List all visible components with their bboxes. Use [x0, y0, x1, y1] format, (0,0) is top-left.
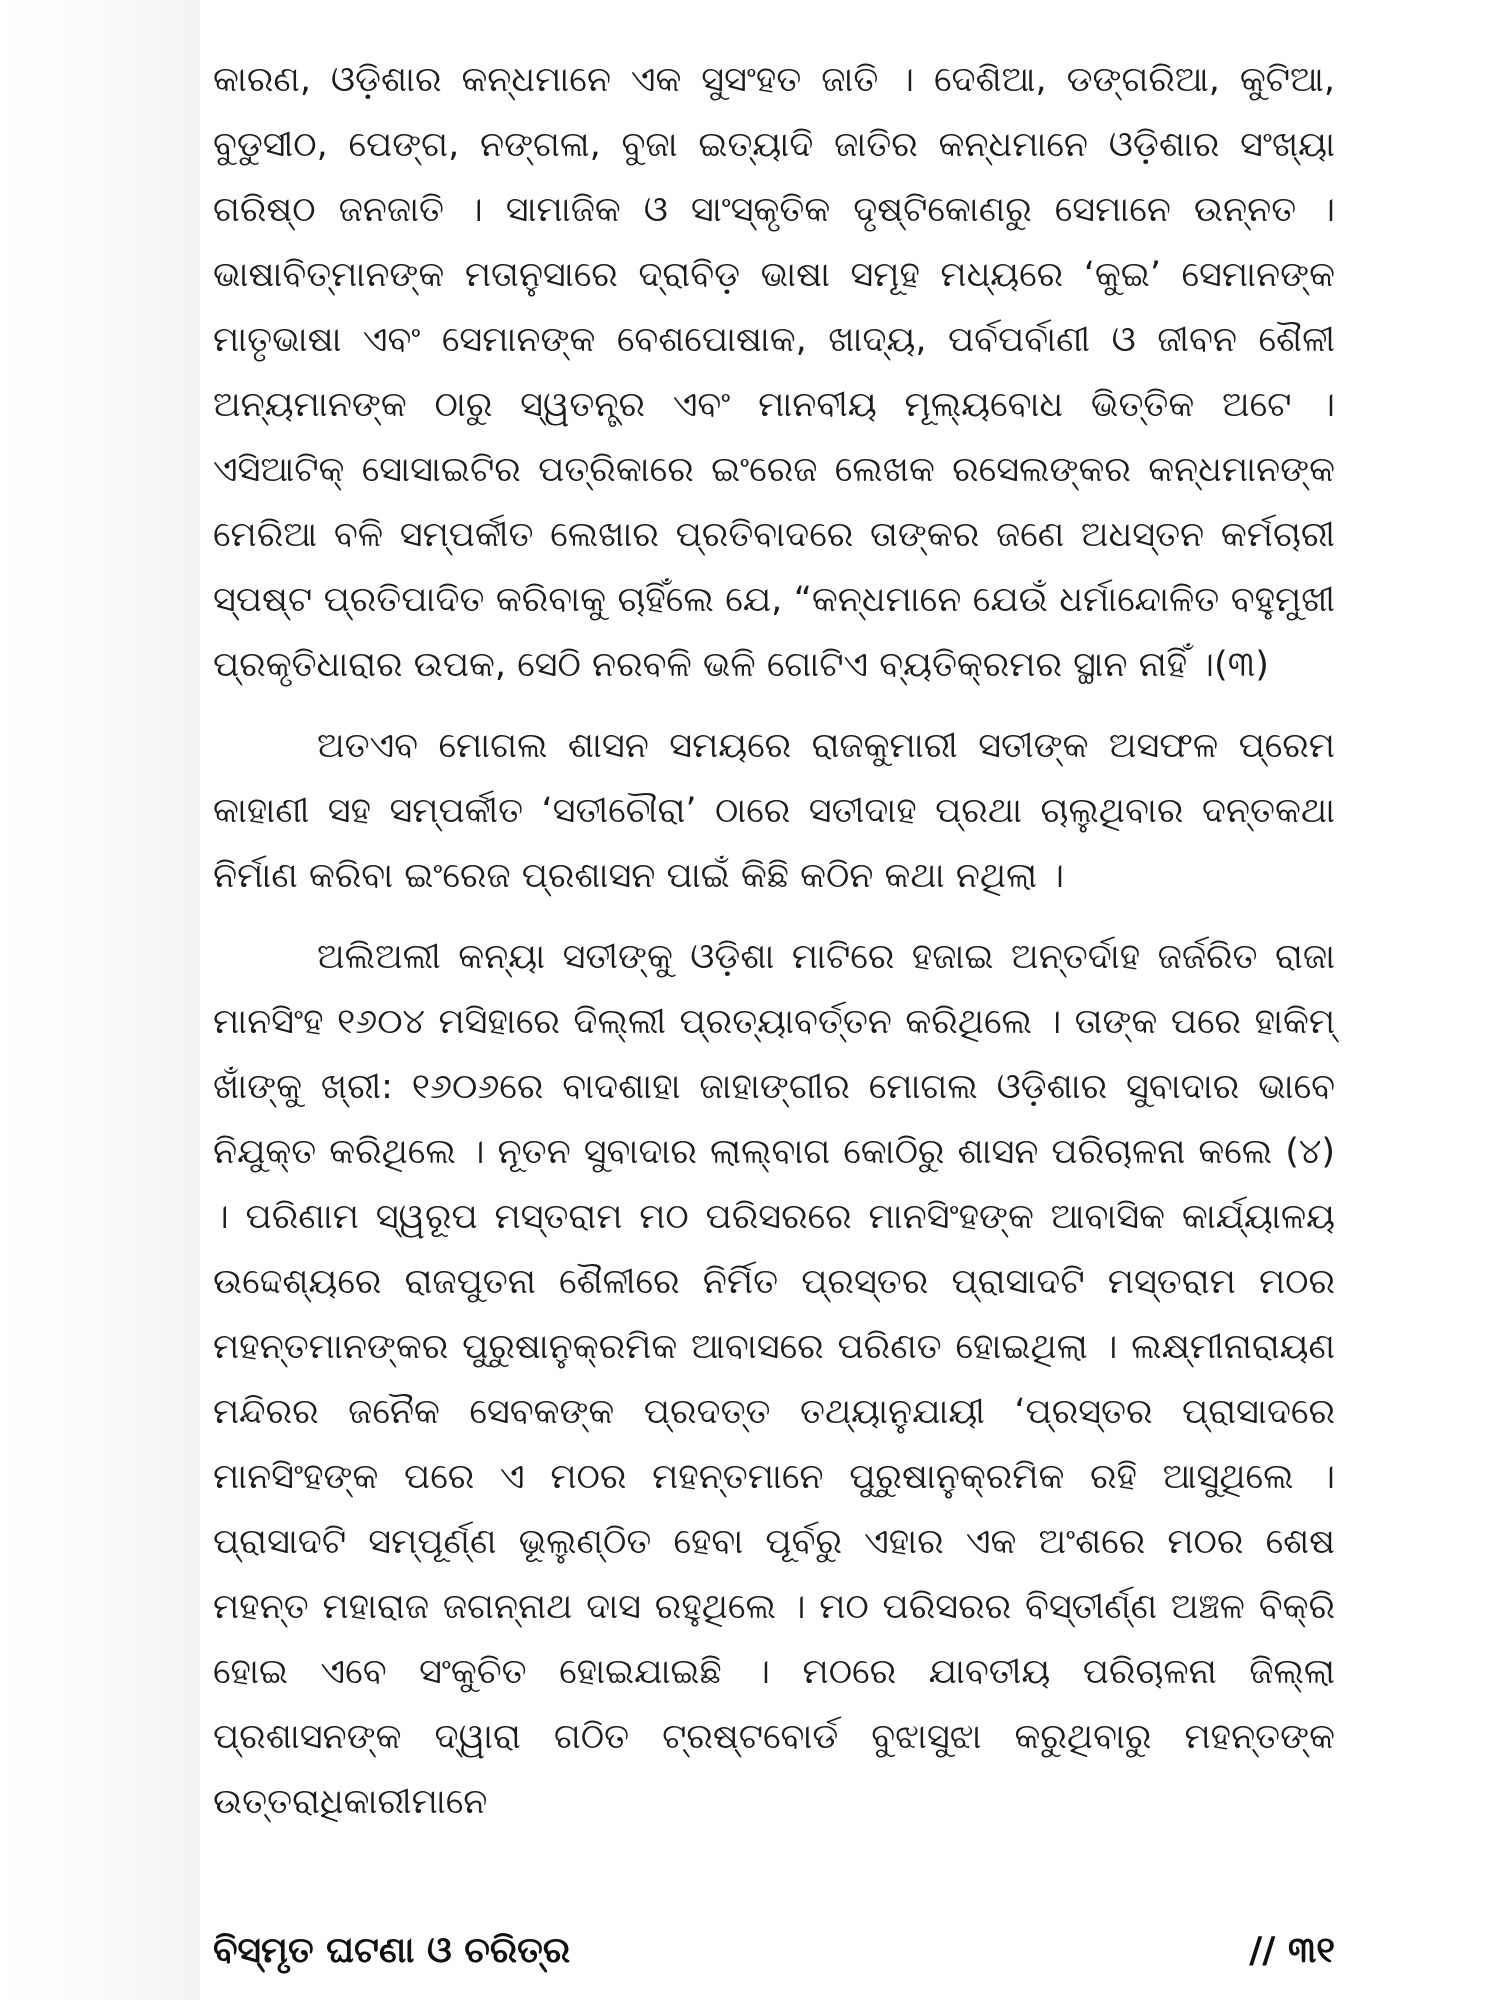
page-gutter-shadow — [0, 0, 200, 2000]
body-text — [213, 48, 1335, 1835]
page-footer — [213, 1930, 1335, 1990]
book-title: ବିସ୍ମୃତ ଘଟଣା ଓ ଚରିତ୍ର — [213, 1930, 571, 1971]
page-number: // ୩୧ — [1249, 1930, 1335, 1971]
paragraph-1: କାରଣ, ଓଡ଼ିଶାର କନ୍ଧମାନେ ଏକ ସୁସଂହତ ଜାତି । ଦେଶିଆ, ଡଙ୍ଗରିଆ, କୁଟିଆ, ବୁଡୁସୀଠ, ପେଙ୍ଗ, ନଙ୍ଗଳା, ବୁଜା ଇତ୍ୟାଦି ଜାତିର କନ୍ଧମାନେ ଓଡ଼ିଶାର ସଂଖ୍ୟା ଗରିଷ୍ଠ ଜନଜାତି । ସାମାଜିକ ଓ ସାଂସ୍କୃତିକ ଦୃଷ୍ଟିକୋଣରୁ ସେମାନେ ଉନ୍ନତ । ଭାଷାବିତ୍‌ମାନଙ୍କ ମତାନୁସାରେ ଦ୍ରାବିଡ଼ ଭାଷା ସମୂହ ମଧ୍ୟରେ ‘କୁଇ’ ସେମାନଙ୍କ ମାତୃଭାଷା ଏବଂ ସେମାନଙ୍କ ବେଶପୋଷାକ, ଖାଦ୍ୟ, ପର୍ବପର୍ବାଣୀ ଓ ଜୀବନ ଶୈଳୀ ଅନ୍ୟମାନଙ୍କ ଠାରୁ ସ୍ୱତନ୍ତ୍ର ଏବଂ ମାନବୀୟ ମୂଲ୍ୟବୋଧ ଭିତ୍ତିକ ଅଟେ । ଏସିଆଟିକ୍ ସୋସାଇଟିର ପତ୍ରିକାରେ ଇଂରେଜ ଲେଖକ ରସେଲଙ୍କର କନ୍ଧମାନଙ୍କ ମେରିଆ ବଳି ସମ୍ପର୍କୀତ ଲେଖାର ପ୍ରତିବାଦରେ ତାଙ୍କର ଜଣେ ଅଧସ୍ତନ କର୍ମଚାରୀ ସ୍ପଷ୍ଟ ପ୍ରତିପାଦିତ କରିବାକୁ ଚାହିଁଲେ ଯେ, “କନ୍ଧମାନେ ଯେଉଁ ଧର୍ମାନ୍ଦୋଳିତ ବହୁମୁଖୀ ପ୍ରକୃତିଧାରାର ଉପକ, ସେଠି ନରବଳି ଭଳି ଗୋଟିଏ ବ୍ୟତିକ୍ରମର ସ୍ଥାନ ନାହିଁ ।(୩) — [213, 60, 1335, 685]
paragraph-3: ଅଲିଅଲୀ କନ୍ୟା ସତୀଙ୍କୁ ଓଡ଼ିଶା ମାଟିରେ ହଜାଇ ଅନ୍ତର୍ଦାହ ଜର୍ଜରିତ ରାଜା ମାନସିଂହ ୧୬୦୪ ମସିହାରେ ଦିଲ୍ଲୀ ପ୍ରତ୍ୟାବର୍ତ୍ତନ କରିଥିଲେ । ତାଙ୍କ ପରେ ହାକିମ୍ ଖାଁଙ୍କୁ ଖ୍ରୀ: ୧୬୦୬ରେ ବାଦଶାହା ଜାହାଙ୍ଗୀର ମୋଗଲ ଓଡ଼ିଶାର ସୁବାଦାର ଭାବେ ନିଯୁକ୍ତ କରିଥିଲେ । ନୂତନ ସୁବାଦାର ଲାଲ୍‌ବାଗ କୋଠିରୁ ଶାସନ ପରିଚାଳନା କଲେ (୪) । ପରିଣାମ ସ୍ୱରୂପ ମସ୍ତରାମ ମଠ ପରିସରରେ ମାନସିଂହଙ୍କ ଆବାସିକ କାର୍ଯ୍ୟାଳୟ ଉଦ୍ଦେଶ୍ୟରେ ରାଜପୁତନା ଶୈଳୀରେ ନିର୍ମିତ ପ୍ରସ୍ତର ପ୍ରାସାଦଟି ମସ୍ତରାମ ମଠର ମହନ୍ତମାନଙ୍କର ପୁରୁଷାନୁକ୍ରମିକ ଆବାସରେ ପରିଣତ ହୋଇଥିଲା । ଲକ୍ଷ୍ମୀନାରାୟଣ ମନ୍ଦିରର ଜନୈକ ସେବକଙ୍କ ପ୍ରଦତ୍ତ ତଥ୍ୟାନୁଯାୟୀ ‘ପ୍ରସ୍ତର ପ୍ରାସାଦରେ ମାନସିଂହଙ୍କ ପରେ ଏ ମଠର ମହନ୍ତମାନେ ପୁରୁଷାନୁକ୍ରମିକ ରହି ଆସୁଥିଲେ । ପ୍ରାସାଦଟି ସମ୍ପୂର୍ଣ୍ଣ ଭୂଲୁଣ୍ଠିତ ହେବା ପୂର୍ବରୁ ଏହାର ଏକ ଅଂଶରେ ମଠର ଶେଷ ମହନ୍ତ ମହାରାଜ ଜଗନ୍ନାଥ ଦାସ ରହୁଥିଲେ । ମଠ ପରିସରର ବିସ୍ତୀର୍ଣ୍ଣ ଅଞ୍ଚଳ ବିକ୍ରି ହୋଇ ଏବେ ସଂକୁଚିତ ହୋଇଯାଇଛି । ମଠରେ ଯାବତୀୟ ପରିଚାଳନା ଜିଲ୍ଲା ପ୍ରଶାସନଙ୍କ ଦ୍ୱାରା ଗଠିତ ଟ୍ରଷ୍ଟବୋର୍ଡ ବୁଝାସୁଝା କରୁଥିବାରୁ ମହନ୍ତଙ୍କ ଉତ୍ତରାଧିକାରୀମାନେ — [213, 937, 1335, 1822]
paragraph-2: ଅତଏବ ମୋଗଲ ଶାସନ ସମୟରେ ରାଜକୁମାରୀ ସତୀଙ୍କ ଅସଫଳ ପ୍ରେମ କାହାଣୀ ସହ ସମ୍ପର୍କୀତ ‘ସତୀଚୌରା’ ଠାରେ ସତୀଦାହ ପ୍ରଥା ଚାଲୁଥିବାର ଦନ୍ତକଥା ନିର୍ମାଣ କରିବା ଇଂରେଜ ପ୍ରଶାସନ ପାଇଁ କିଛି କଠିନ କଥା ନଥିଲା । — [213, 726, 1335, 896]
